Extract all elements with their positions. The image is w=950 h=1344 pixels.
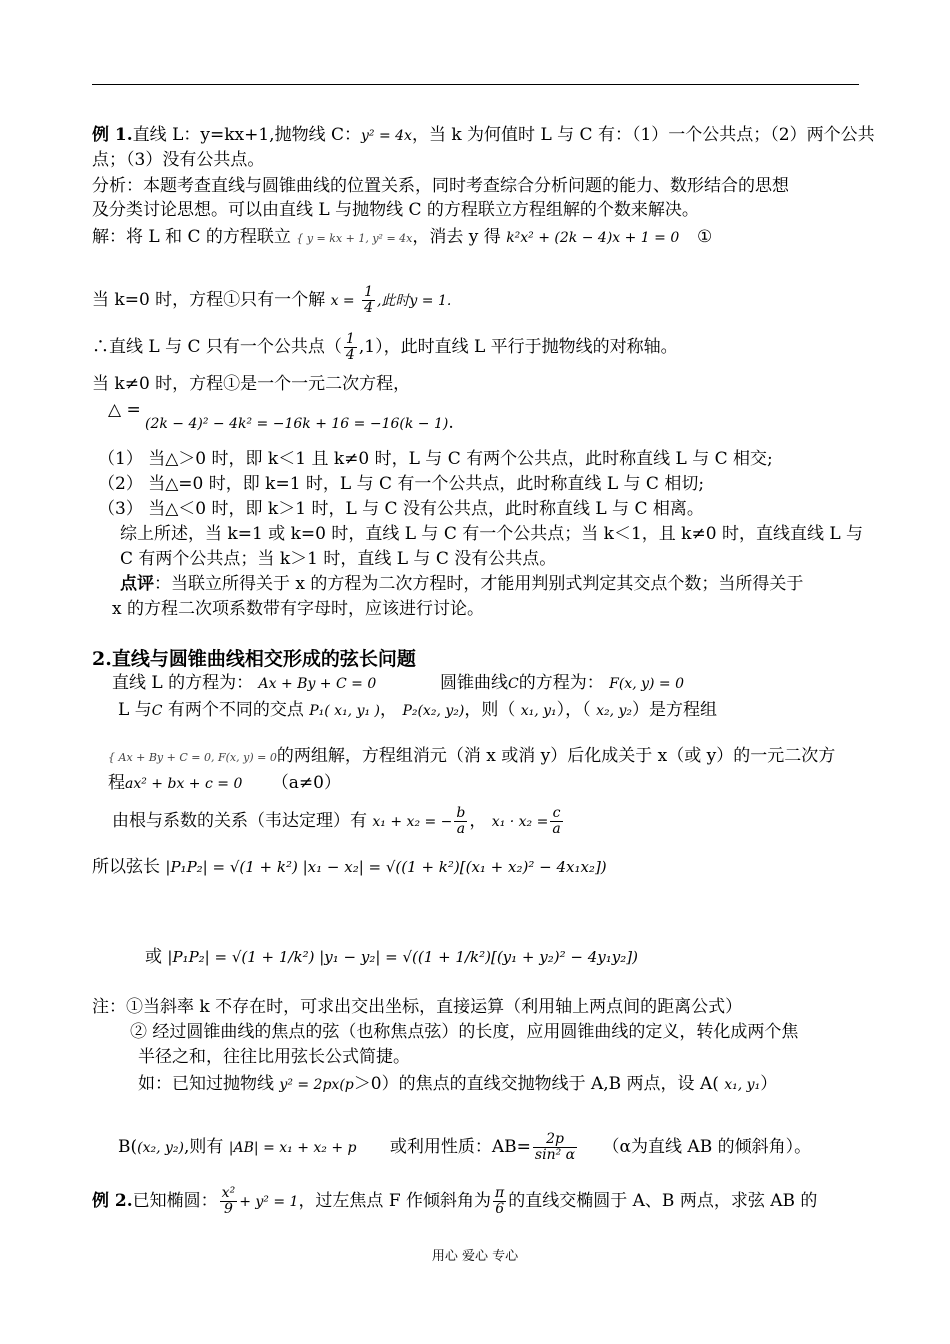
discriminant-equation: (2k − 4)² − 4k² = −16k + 16 = −16(k − 1) bbox=[145, 416, 449, 432]
sec2-quadratic: 程ax² + bx + c = 0 （a≠0） bbox=[108, 773, 341, 793]
sec2-note3: 半径之和，往往比用弦长公式简捷。 bbox=[138, 1047, 410, 1067]
ex1-thus: ∴直线 L 与 C 只有一个公共点（ $\frac{1}{4}$ ,1），此时直线 L 平行于抛物线的对称轴。 bbox=[92, 331, 678, 363]
header-rule bbox=[92, 84, 859, 85]
ex2-label: 例 2. bbox=[92, 1191, 133, 1211]
fraction-one-quarter: $\frac{1}{4}$ bbox=[364, 284, 373, 316]
sec2-system: { Ax + By + C = 0, F(x, y) = 0的两组解，方程组消元（消 x 或消 y）后化成关于 x（或 y）的一元二次方 bbox=[108, 746, 836, 766]
ex1-comment2: x 的方程二次项系数带有字母时，应该进行讨论。 bbox=[112, 599, 484, 619]
quadratic-equation: k²x² + (2k − 4)x + 1 = 0 bbox=[506, 230, 680, 246]
ex2-line: 例 2.已知椭圆： $\frac{\text{x²}}{9}$ + y² = 1，过左焦点 F 作倾斜角为 $\frac{\pi}{6}$ 的直线交椭圆于 A、B 两点，求弦 AB 的 bbox=[92, 1185, 818, 1217]
sec2-intersections: L 与C 有两个不同的交点 P₁( x₁, y₁ )， P₂(x₂, y₂)，则（ x₁, y₁），（ x₂, y₂）是方程组 bbox=[118, 700, 718, 720]
sec2-example: 如：已知过抛物线 y² = 2px(p＞0）的焦点的直线交抛物线于 A,B 两点，设 A( x₁, y₁） bbox=[138, 1074, 778, 1094]
ex1-delta: (2k − 4)² − 4k² = −16k + 16 = −16(k − 1). bbox=[145, 413, 454, 433]
ex1-label: 例 1. bbox=[92, 125, 133, 145]
equation-system: { Ax + By + C = 0, F(x, y) = 0 bbox=[108, 751, 277, 764]
equation-number: ① bbox=[697, 227, 713, 247]
ex1-delta-symbol: △ = bbox=[108, 400, 141, 420]
sec2-chord-alt: 或 |P₁P₂| = √(1 + 1/k²) |y₁ − y₂| = √((1 + 1/k²)[(y₁ + y₂)² − 4y₁y₂]) bbox=[145, 947, 638, 967]
ex1-case1: （1） 当△＞0 时，即 k＜1 且 k≠0 时，L 与 C 有两个公共点，此时称直线 L 与 C 相交; bbox=[98, 449, 773, 469]
sec2-conic-equation: 圆锥曲线C的方程为： F(x, y) = 0 bbox=[440, 673, 685, 693]
sec2-vieta: 由根与系数的关系（韦达定理）有 x₁ + x₂ = − $\frac{b}{a}$ ， x₁ · x₂ = $\frac{c}{a}$ bbox=[112, 805, 561, 837]
ex1-line1: 例 1.直线 L：y=kx+1,抛物线 C：y² = 4x，当 k 为何值时 L 与 C 有：（1）一个公共点；（2）两个公共 bbox=[92, 125, 875, 145]
chord-length-formula: |P₁P₂| = √(1 + k²) |x₁ − x₂| = √((1 + k²)[(x₁ + x₂)² − 4x₁x₂]) bbox=[165, 858, 607, 876]
ex1-summary1: 综上所述，当 k=1 或 k=0 时，直线 L 与 C 有一个公共点；当 k＜1，且 k≠0 时，直线直线 L 与 bbox=[120, 524, 864, 544]
ex1-comment1: 点评：当联立所得关于 x 的方程为二次方程时，才能用判别式判定其交点个数；当所得关于 bbox=[120, 574, 804, 594]
comment-label: 点评 bbox=[120, 574, 154, 594]
fraction-one-quarter: $\frac{1}{4}$ bbox=[345, 331, 355, 363]
ex1-analysis1: 分析：本题考查直线与圆锥曲线的位置关系，同时考查综合分析问题的能力、数形结合的思想 bbox=[92, 176, 789, 196]
ex1-analysis2: 及分类讨论思想。可以由直线 L 与抛物线 C 的方程联立方程组解的个数来解决。 bbox=[92, 200, 699, 220]
sec2-chord-length: 所以弦长 |P₁P₂| = √(1 + k²) |x₁ − x₂| = √((1 + k²)[(x₁ + x₂)² − 4x₁x₂]) bbox=[92, 857, 607, 877]
page-footer: 用心 爱心 专心 bbox=[431, 1249, 519, 1264]
sec2-note1: 注：①当斜率 k 不存在时，可求出交出坐标，直接运算（利用轴上两点间的距离公式） bbox=[92, 997, 743, 1017]
sec2-line-equation: 直线 L 的方程为： Ax + By + C = 0 bbox=[112, 673, 377, 693]
ex1-solution: 解：将 L 和 C 的方程联立 { y = kx + 1, y² = 4x，消去 y 得 k²x² + (2k − 4)x + 1 = 0 bbox=[92, 227, 680, 247]
equation-system: { y = kx + 1, y² = 4x bbox=[296, 232, 413, 245]
sec2-note2: ② 经过圆锥曲线的焦点的弦（也称焦点弦）的长度，应用圆锥曲线的定义，转化成两个焦 bbox=[130, 1022, 799, 1042]
ex1-k0: 当 k=0 时，方程①只有一个解 x = $\frac{1}{4}$ ,此时y = 1. bbox=[92, 284, 452, 316]
ex1-line2: 点；（3）没有公共点。 bbox=[92, 150, 265, 170]
ex1-knot0: 当 k≠0 时，方程①是一个一元二次方程， bbox=[92, 374, 411, 394]
section-heading: 2.直线与圆锥曲线相交形成的弦长问题 bbox=[92, 648, 416, 670]
angle-fraction: $\frac{\pi}{6}$ bbox=[495, 1185, 505, 1217]
chord-length-formula-y: |P₁P₂| = √(1 + 1/k²) |y₁ − y₂| = √((1 + 1/k²)[(y₁ + y₂)² − 4y₁y₂]) bbox=[167, 948, 638, 966]
ex1-summary2: C 有两个公共点；当 k＞1 时，直线 L 与 C 没有公共点。 bbox=[120, 549, 557, 569]
ellipse-fraction: $\frac{\text{x²}}{9}$ bbox=[221, 1185, 236, 1217]
sec2-focal-chord: B((x₂, y₂),则有 |AB| = x₁ + x₂ + p 或利用性质：AB= $\frac{2p}{\text{sin² α}}$ （α为直线 AB 的倾斜角）。 bbox=[118, 1131, 812, 1163]
ex1-case2: （2） 当△=0 时，即 k=1 时，L 与 C 有一个公共点，此时称直线 L 与 C 相切; bbox=[98, 474, 705, 494]
ex1-case3: （3） 当△＜0 时，即 k＞1 时，L 与 C 没有公共点，此时称直线 L 与 C 相离。 bbox=[98, 499, 704, 519]
